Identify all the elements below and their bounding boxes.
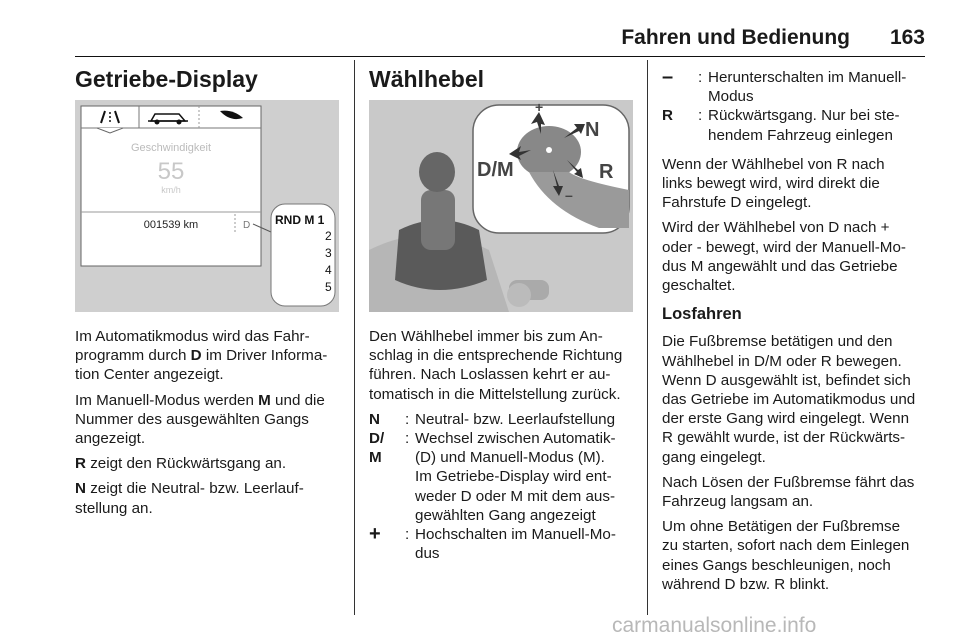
- lever-positions-list: [369, 410, 639, 564]
- paragraph-d-plus: Wird der Wählhebel von D nach + oder - bewegt, wird der Manuell-Mo- dus M angewählt und das Getriebe geschaltet.: [662, 219, 906, 295]
- list-item: M (D) und Manuell-Modus (M). Im Getriebe-Display wird ent- weder D oder M mit dem aus- gewählten Gang angezeigt: [369, 449, 616, 524]
- column-divider-1: [354, 60, 355, 615]
- label-r: R: [599, 161, 614, 183]
- list-item: + : Hochschalten im Manuell-Mo- dus: [369, 523, 616, 563]
- label-n: N: [585, 119, 600, 141]
- paragraph-no-brake: Um ohne Betätigen der Fußbremse zu starten, sofort nach dem Einlegen eines Gangs beschleunigen, noch während D bzw. R blinkt.: [662, 518, 910, 593]
- paragraph-auto: Im Automatikmodus wird das Fahr- programm durch D im Driver Informa- tion Center angezeigt.: [75, 328, 328, 384]
- right-text: [662, 68, 932, 600]
- paragraph-neutral: N zeigt die Neutral- bzw. Leerlauf- stellung an.: [75, 480, 304, 517]
- gear-list-2: 2: [325, 229, 332, 243]
- paragraph-lever-intro: Den Wählhebel immer bis zum An- schlag in die entsprechende Richtung führen. Nach Loslassen kehrt er au- tomatisch in die Mittelstellung zurück.: [369, 328, 623, 403]
- gear-list-4: 4: [325, 263, 332, 277]
- paragraph-release: Nach Lösen der Fußbremse fährt das Fahrzeug langsam an.: [662, 473, 915, 511]
- page-number: 163: [889, 26, 925, 49]
- odometer: 001539 km: [143, 219, 199, 231]
- list-item: R : Rückwärtsgang. Nur bei ste- hendem Fahrzeug einlegen: [662, 107, 900, 144]
- speed-value: 55: [157, 158, 185, 185]
- column-divider-2: [647, 60, 648, 615]
- gear-list-1: RND M 1: [275, 213, 325, 227]
- gear-list-5: 5: [325, 280, 332, 294]
- paragraph-manual: Im Manuell-Modus werden M und die Nummer des ausgewählten Gangs angezeigt.: [75, 391, 325, 448]
- paragraph-r-left: Wenn der Wählhebel von R nach links bewegt wird, wird direkt die Fahrstufe D eingelegt.: [662, 155, 885, 212]
- heading-waehlhebel: Wählhebel: [369, 66, 485, 92]
- heading-getriebe-display: Getriebe-Display: [75, 66, 258, 92]
- section-title: Fahren und Bedienung: [621, 26, 850, 49]
- speed-label: Geschwindigkeit: [130, 142, 212, 154]
- label-dm: D/M: [477, 159, 514, 181]
- heading-losfahren: Losfahren: [662, 305, 742, 324]
- lever-positions-list-2: [662, 68, 932, 145]
- paragraph-reverse: R zeigt den Rückwärtsgang an.: [75, 455, 287, 473]
- list-item: – : Herunterschalten im Manuell- Modus: [662, 66, 907, 106]
- figure-selector-lever: [369, 100, 633, 312]
- list-item: N : Neutral- bzw. Leerlaufstellung: [369, 410, 616, 428]
- page-header: [75, 22, 925, 57]
- left-text: [75, 327, 343, 524]
- gear-list-3: 3: [325, 246, 332, 260]
- list-item: D/ : Wechsel zwischen Automatik-: [369, 430, 616, 448]
- speed-unit: km/h: [161, 185, 181, 195]
- paragraph-start: Die Fußbremse betätigen und den Wählhebel in D/M oder R bewegen. Wenn D ausgewählt ist, befindet sich das Getriebe im Automatikmodus und der erste Gang wird eingelegt. Wenn R gewählt wurde, ist der Rückwärts- gang eingelegt.: [662, 333, 916, 466]
- label-minus: –: [565, 187, 573, 203]
- watermark: carmanualsonline.info: [612, 614, 817, 637]
- label-plus: +: [535, 100, 544, 115]
- middle-text: [369, 327, 639, 563]
- gear-indicator: D: [243, 220, 251, 231]
- figure-transmission-display: [75, 100, 339, 312]
